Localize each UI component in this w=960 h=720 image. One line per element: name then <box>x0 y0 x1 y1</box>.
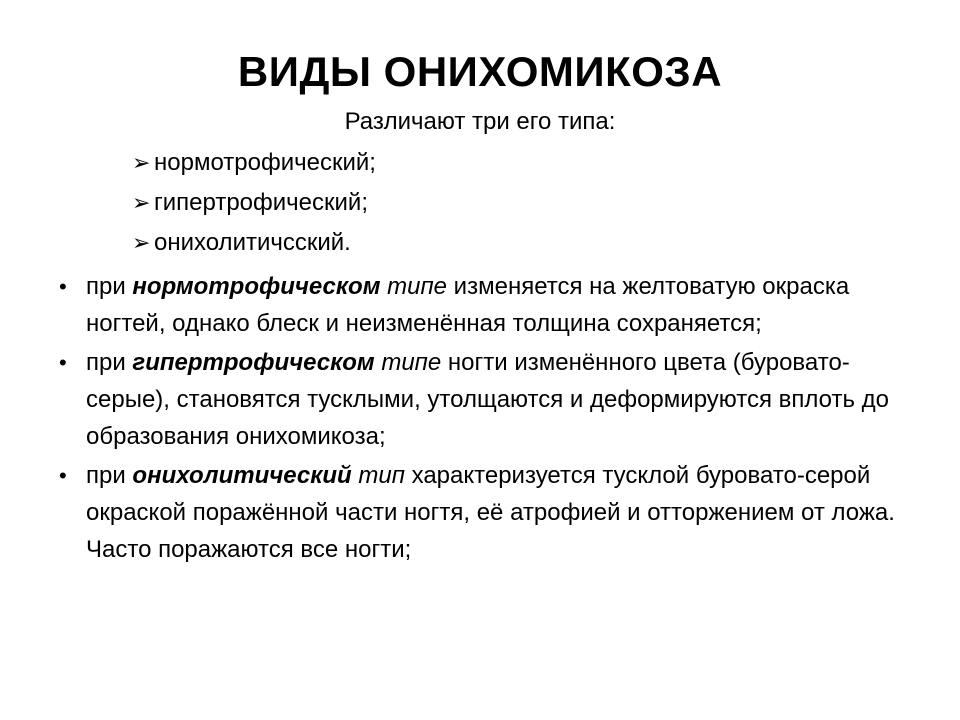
list-item <box>56 344 916 455</box>
slide-title: ВИДЫ ОНИХОМИКОЗА <box>237 48 723 95</box>
bullet-term-suffix: типе <box>380 273 448 300</box>
slide-subtitle: Различают три его типа: <box>344 108 616 135</box>
bullet-term: нормотрофическом <box>132 273 381 300</box>
arrow-bullet-icon: ➢ <box>132 150 151 175</box>
list-item <box>56 457 916 568</box>
list-item <box>132 223 376 263</box>
bullet-term-suffix: типе <box>374 349 442 376</box>
list-item <box>132 143 376 183</box>
list-item <box>56 268 916 342</box>
arrow-bullet-icon: ➢ <box>132 190 151 215</box>
type-label: нормотрофический; <box>154 149 376 176</box>
type-label: онихолитичсский. <box>154 229 351 256</box>
bullet-term: онихолитический <box>132 462 352 489</box>
arrow-bullet-icon: ➢ <box>132 230 151 255</box>
bullet-term: гипертрофическом <box>132 349 375 376</box>
bullet-prefix: при <box>86 273 133 300</box>
bullet-text: ногти изменённого цвета (буровато-серые), становятся тусклыми, утолщаются и деформируются вплоть до образования онихомикоза; <box>86 349 889 450</box>
bullet-dot-icon: • <box>59 274 67 299</box>
description-list <box>56 268 916 570</box>
bullet-text: изменяется на желтоватую окраска ногтей, однако блеск и неизменённая толщина сохраняется; <box>86 273 850 337</box>
bullet-dot-icon: • <box>59 463 67 488</box>
list-item <box>132 183 376 223</box>
bullet-text: характеризуется тусклой буровато-серой окраской поражённой части ногтя, её атрофией и отторжением от ложа. Часто поражаются все ногти; <box>86 462 895 563</box>
bullet-prefix: при <box>86 349 133 376</box>
type-label: гипертрофический; <box>154 189 368 216</box>
types-list <box>132 143 376 263</box>
bullet-dot-icon: • <box>59 350 67 375</box>
bullet-prefix: при <box>86 462 133 489</box>
bullet-term-suffix: тип <box>351 462 405 489</box>
